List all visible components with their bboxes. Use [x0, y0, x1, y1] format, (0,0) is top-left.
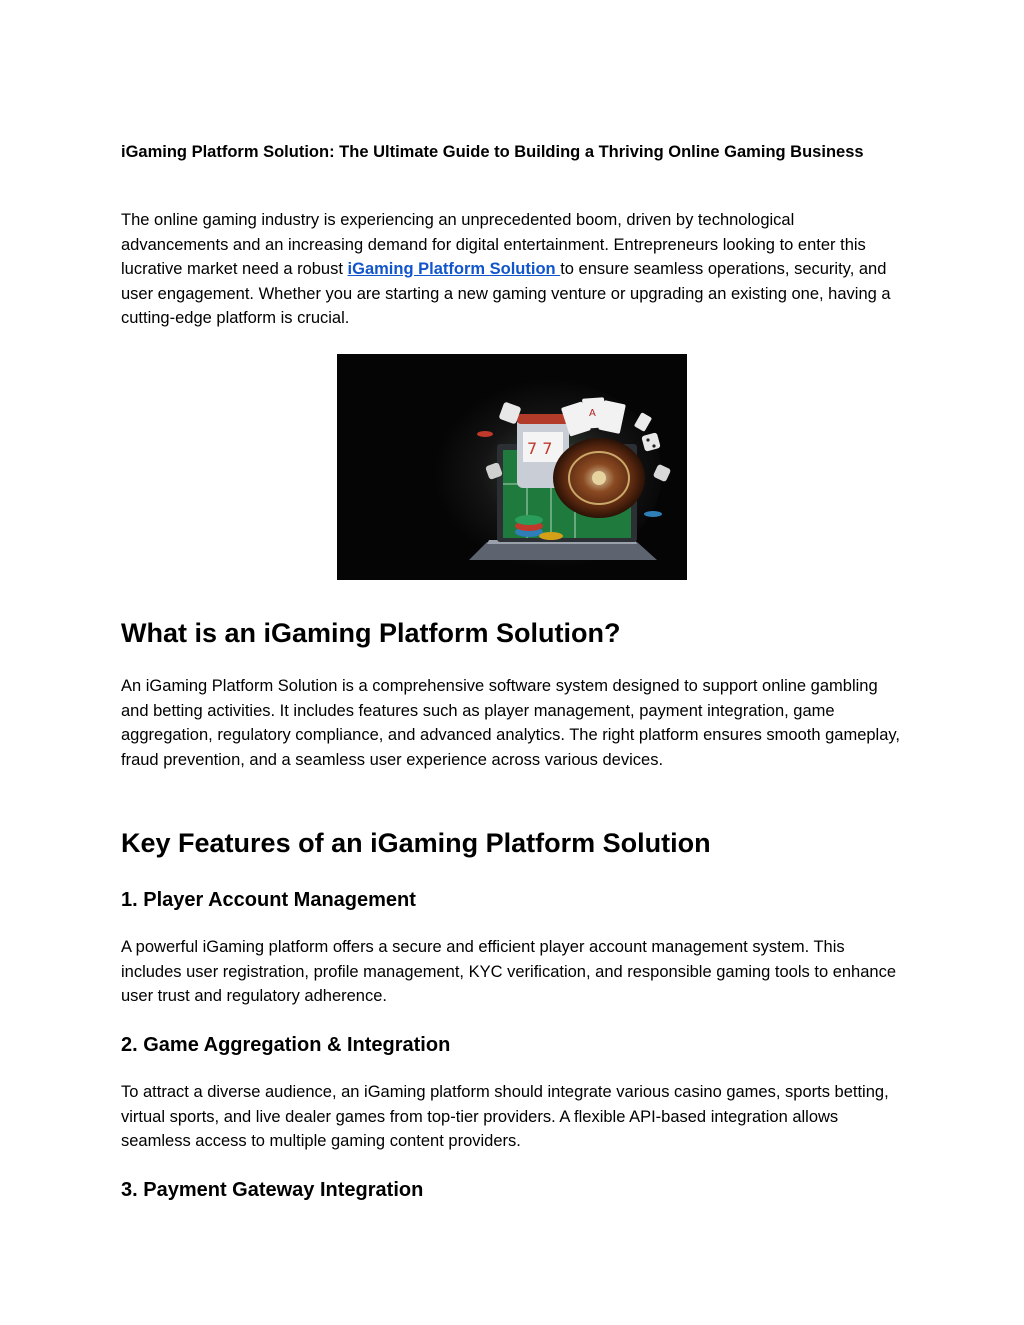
casino-laptop-illustration-icon — [337, 354, 687, 580]
svg-text:7 7: 7 7 — [527, 439, 553, 458]
casino-hero-image — [337, 354, 687, 580]
player-account-paragraph: A powerful iGaming platform offers a secure and efficient player account management system. This includes user registration, profile management, KYC verification, and responsible gaming tools to enhance user trust and regulatory adherence. — [121, 938, 897, 1005]
game-aggregation-paragraph: To attract a diverse audience, an iGaming platform should integrate various casino games, sports betting, virtual sports, and live dealer games from top-tier providers. A flexible API-based integration allows seamless access to multiple gaming content providers. — [121, 1083, 889, 1150]
heading-key-features: Key Features of an iGaming Platform Solution — [121, 828, 711, 858]
heading-payment-gateway: 3. Payment Gateway Integration — [121, 1179, 424, 1201]
intro-paragraph — [121, 208, 903, 331]
what-is-paragraph: An iGaming Platform Solution is a comprehensive software system designed to support online gambling and betting activities. It includes features such as player management, payment integration, game aggregation, regulatory compliance, and advanced analytics. The right platform ensures smooth gameplay, fraud prevention, and a seamless user experience across various devices. — [121, 677, 900, 769]
intro-text-after-link: to ensure seamless operations, security, and user engagement. Whether you are starting a new gaming venture or upgrading an existing one, having a cutting-edge platform is crucial. — [121, 260, 891, 327]
heading-game-aggregation: 2. Game Aggregation & Integration — [121, 1034, 451, 1056]
heading-what-is: What is an iGaming Platform Solution? — [121, 618, 621, 648]
heading-player-account-management: 1. Player Account Management — [121, 889, 416, 911]
svg-text:A: A — [589, 408, 596, 419]
intro-text-before-link: The online gaming industry is experiencing an unprecedented boom, driven by technological advancements and an increasing demand for digital entertainment. Entrepreneurs looking to enter this lucrative market need a robust — [121, 211, 866, 278]
igaming-platform-solution-link[interactable]: iGaming Platform Solution — [347, 260, 561, 278]
document-title: iGaming Platform Solution: The Ultimate Guide to Building a Thriving Online Gaming Business — [121, 143, 864, 161]
